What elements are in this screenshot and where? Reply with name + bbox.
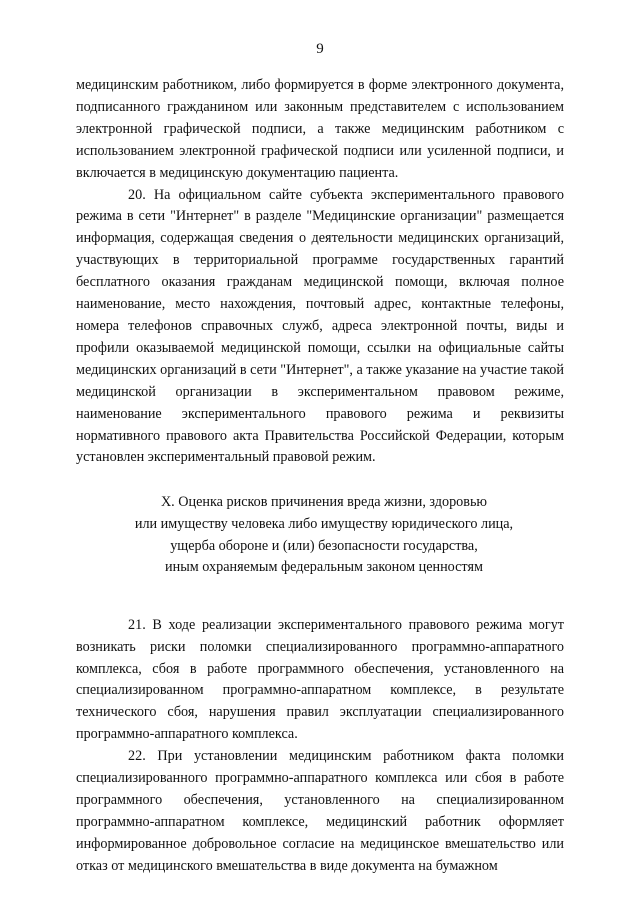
section-spacer bbox=[76, 579, 564, 615]
section-heading bbox=[76, 492, 564, 578]
section-heading-line: X. Оценка рисков причинения вреда жизни, здоровью bbox=[160, 494, 488, 511]
paragraph-item-21: 21. В ходе реализации экспериментального правового режима могут возникать риски поломки специализированного программно-аппаратного комплекса, сбоя в работе программного обеспечения, установленного на специализированном программно-аппаратном комплексе, в результате технического сбоя, нарушения правил эксплуатации специализированного программно-аппаратного комплекса. bbox=[76, 616, 564, 743]
section-heading-line: ущерба обороне и (или) безопасности государства, bbox=[170, 537, 478, 554]
paragraph-item-22: 22. При установлении медицинским работником факта поломки специализированного программно-аппаратного комплекса или сбоя в работе программного обеспечения, установленного на специализированном программно-аппаратном комплексе, медицинский работник оформляет информированное добровольное согласие на медицинское вмешательство или отказ от медицинского вмешательства в виде документа на бумажном bbox=[76, 748, 564, 874]
section-heading-line: или имуществу человека либо имуществу юридического лица, bbox=[134, 515, 514, 532]
page-number: 9 bbox=[316, 41, 324, 57]
paragraph-continuation: медицинским работником, либо формируется в форме электронного документа, подписанного гражданином или законным представителем с использованием электронной графической подписи, а также медицинским работником с использованием электронной графической подписи или усиленной подписи, и включается в медицинскую документацию пациента. bbox=[76, 77, 564, 181]
paragraph-item-20: 20. На официальном сайте субъекта экспериментального правового режима в сети "Интернет" в разделе "Медицинские организации" размещается информация, содержащая сведения о деятельности медицинских организаций, участвующих в территориальной программе государственных гарантий бесплатного оказания гражданам медицинской помощи, включая полное наименование, место нахождения, почтовый адрес, контактные телефоны, номера телефонов справочных служб, адреса электронной почты, виды и профили оказываемой медицинской помощи, ссылки на официальные сайты медицинских организаций в сети "Интернет", а также указание на участие такой медицинской организации в экспериментальном правовом режиме, наименование экспериментального правового режима и реквизиты нормативного правового акта Правительства Российской Федерации, которым установлен экспериментальный правовой режим. bbox=[76, 186, 564, 466]
document-body bbox=[76, 75, 564, 878]
section-heading-line: иным охраняемым федеральным законом ценностям bbox=[165, 559, 483, 576]
